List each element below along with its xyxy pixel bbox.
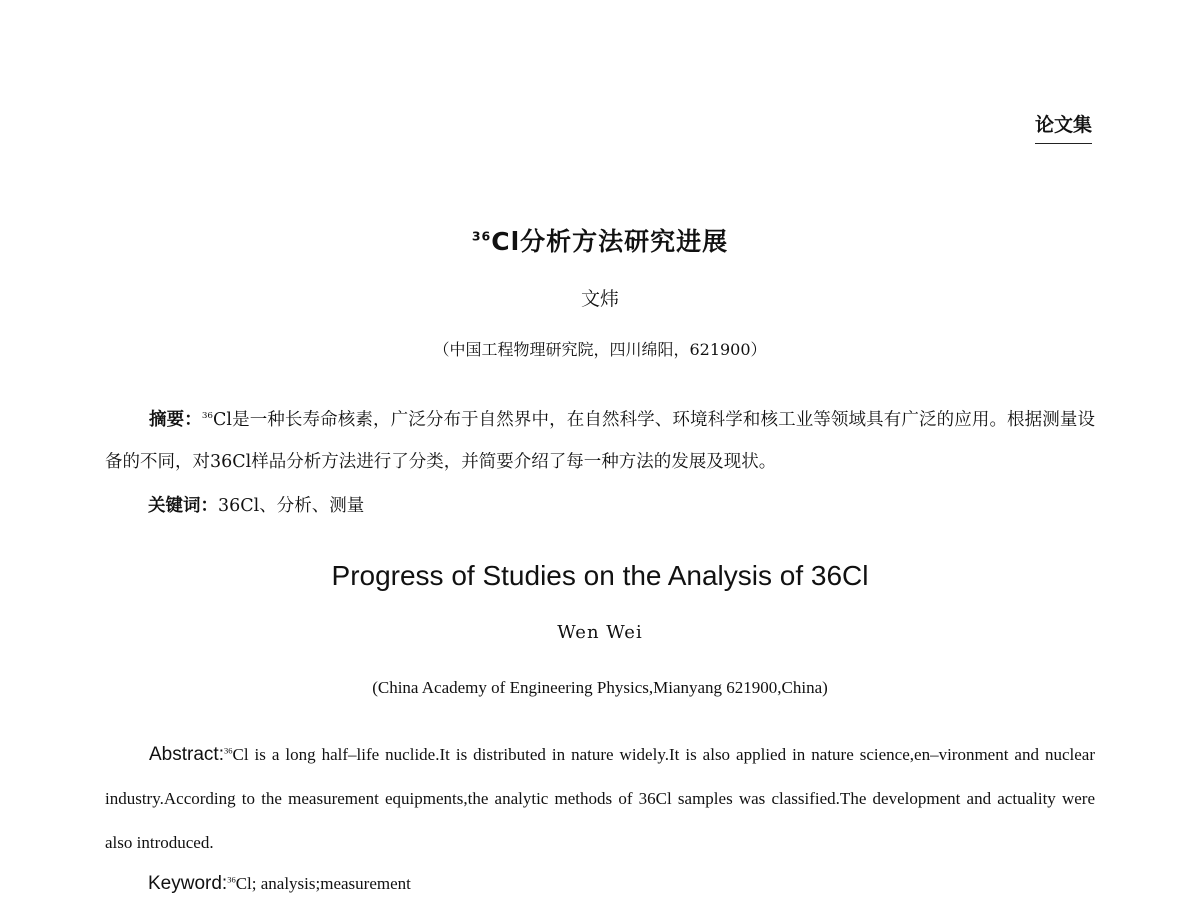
english-author: Wen Wei (557, 622, 643, 643)
english-abstract-label: Abstract: (149, 744, 224, 765)
english-affiliation: (China Academy of Engineering Physics,Mianyang 621900,China) (372, 678, 828, 697)
chinese-abstract-superscript: 36 (201, 411, 213, 422)
chinese-abstract-text: Cl是一种长寿命核素，广泛分布于自然界中，在自然科学、环境科学和核工业等领域具有广泛的应用。根据测量设备的不同，对36Cl样品分析方法进行了分类，并简要介绍了每一种方法的发展及现状。 (105, 410, 1096, 472)
english-abstract (105, 733, 1095, 865)
chinese-keywords (148, 492, 364, 517)
english-keywords-label: Keyword: (148, 873, 228, 894)
chinese-abstract (105, 399, 1095, 483)
chinese-title-text: Cl分析方法研究进展 (491, 227, 729, 256)
chinese-author: 文炜 (580, 288, 619, 310)
english-abstract-text: Cl is a long half–life nuclide.It is distributed in nature widely.It is also applied in nature science,en–vironment and nuclear industry.According to the measurement equipments,the analytic methods of 36Cl samples was classified.The development and actuality were also introduced. (105, 745, 1095, 852)
english-abstract-superscript: 36 (223, 745, 233, 756)
chinese-affiliation: （中国工程物理研究院，四川绵阳，621900） (433, 340, 767, 359)
english-keywords (148, 873, 411, 895)
english-keywords-superscript: 36 (227, 874, 236, 885)
chinese-keywords-label: 关键词： (148, 496, 218, 516)
section-header: 论文集 (1035, 110, 1092, 144)
chinese-abstract-label: 摘要： (149, 410, 202, 430)
chinese-title (0, 222, 1200, 258)
english-title: Progress of Studies on the Analysis of 36Cl (331, 560, 869, 591)
english-keywords-text: Cl; analysis;measurement (235, 874, 411, 893)
title-superscript: 36 (471, 228, 492, 244)
chinese-keywords-text: 36Cl、分析、测量 (218, 496, 365, 516)
